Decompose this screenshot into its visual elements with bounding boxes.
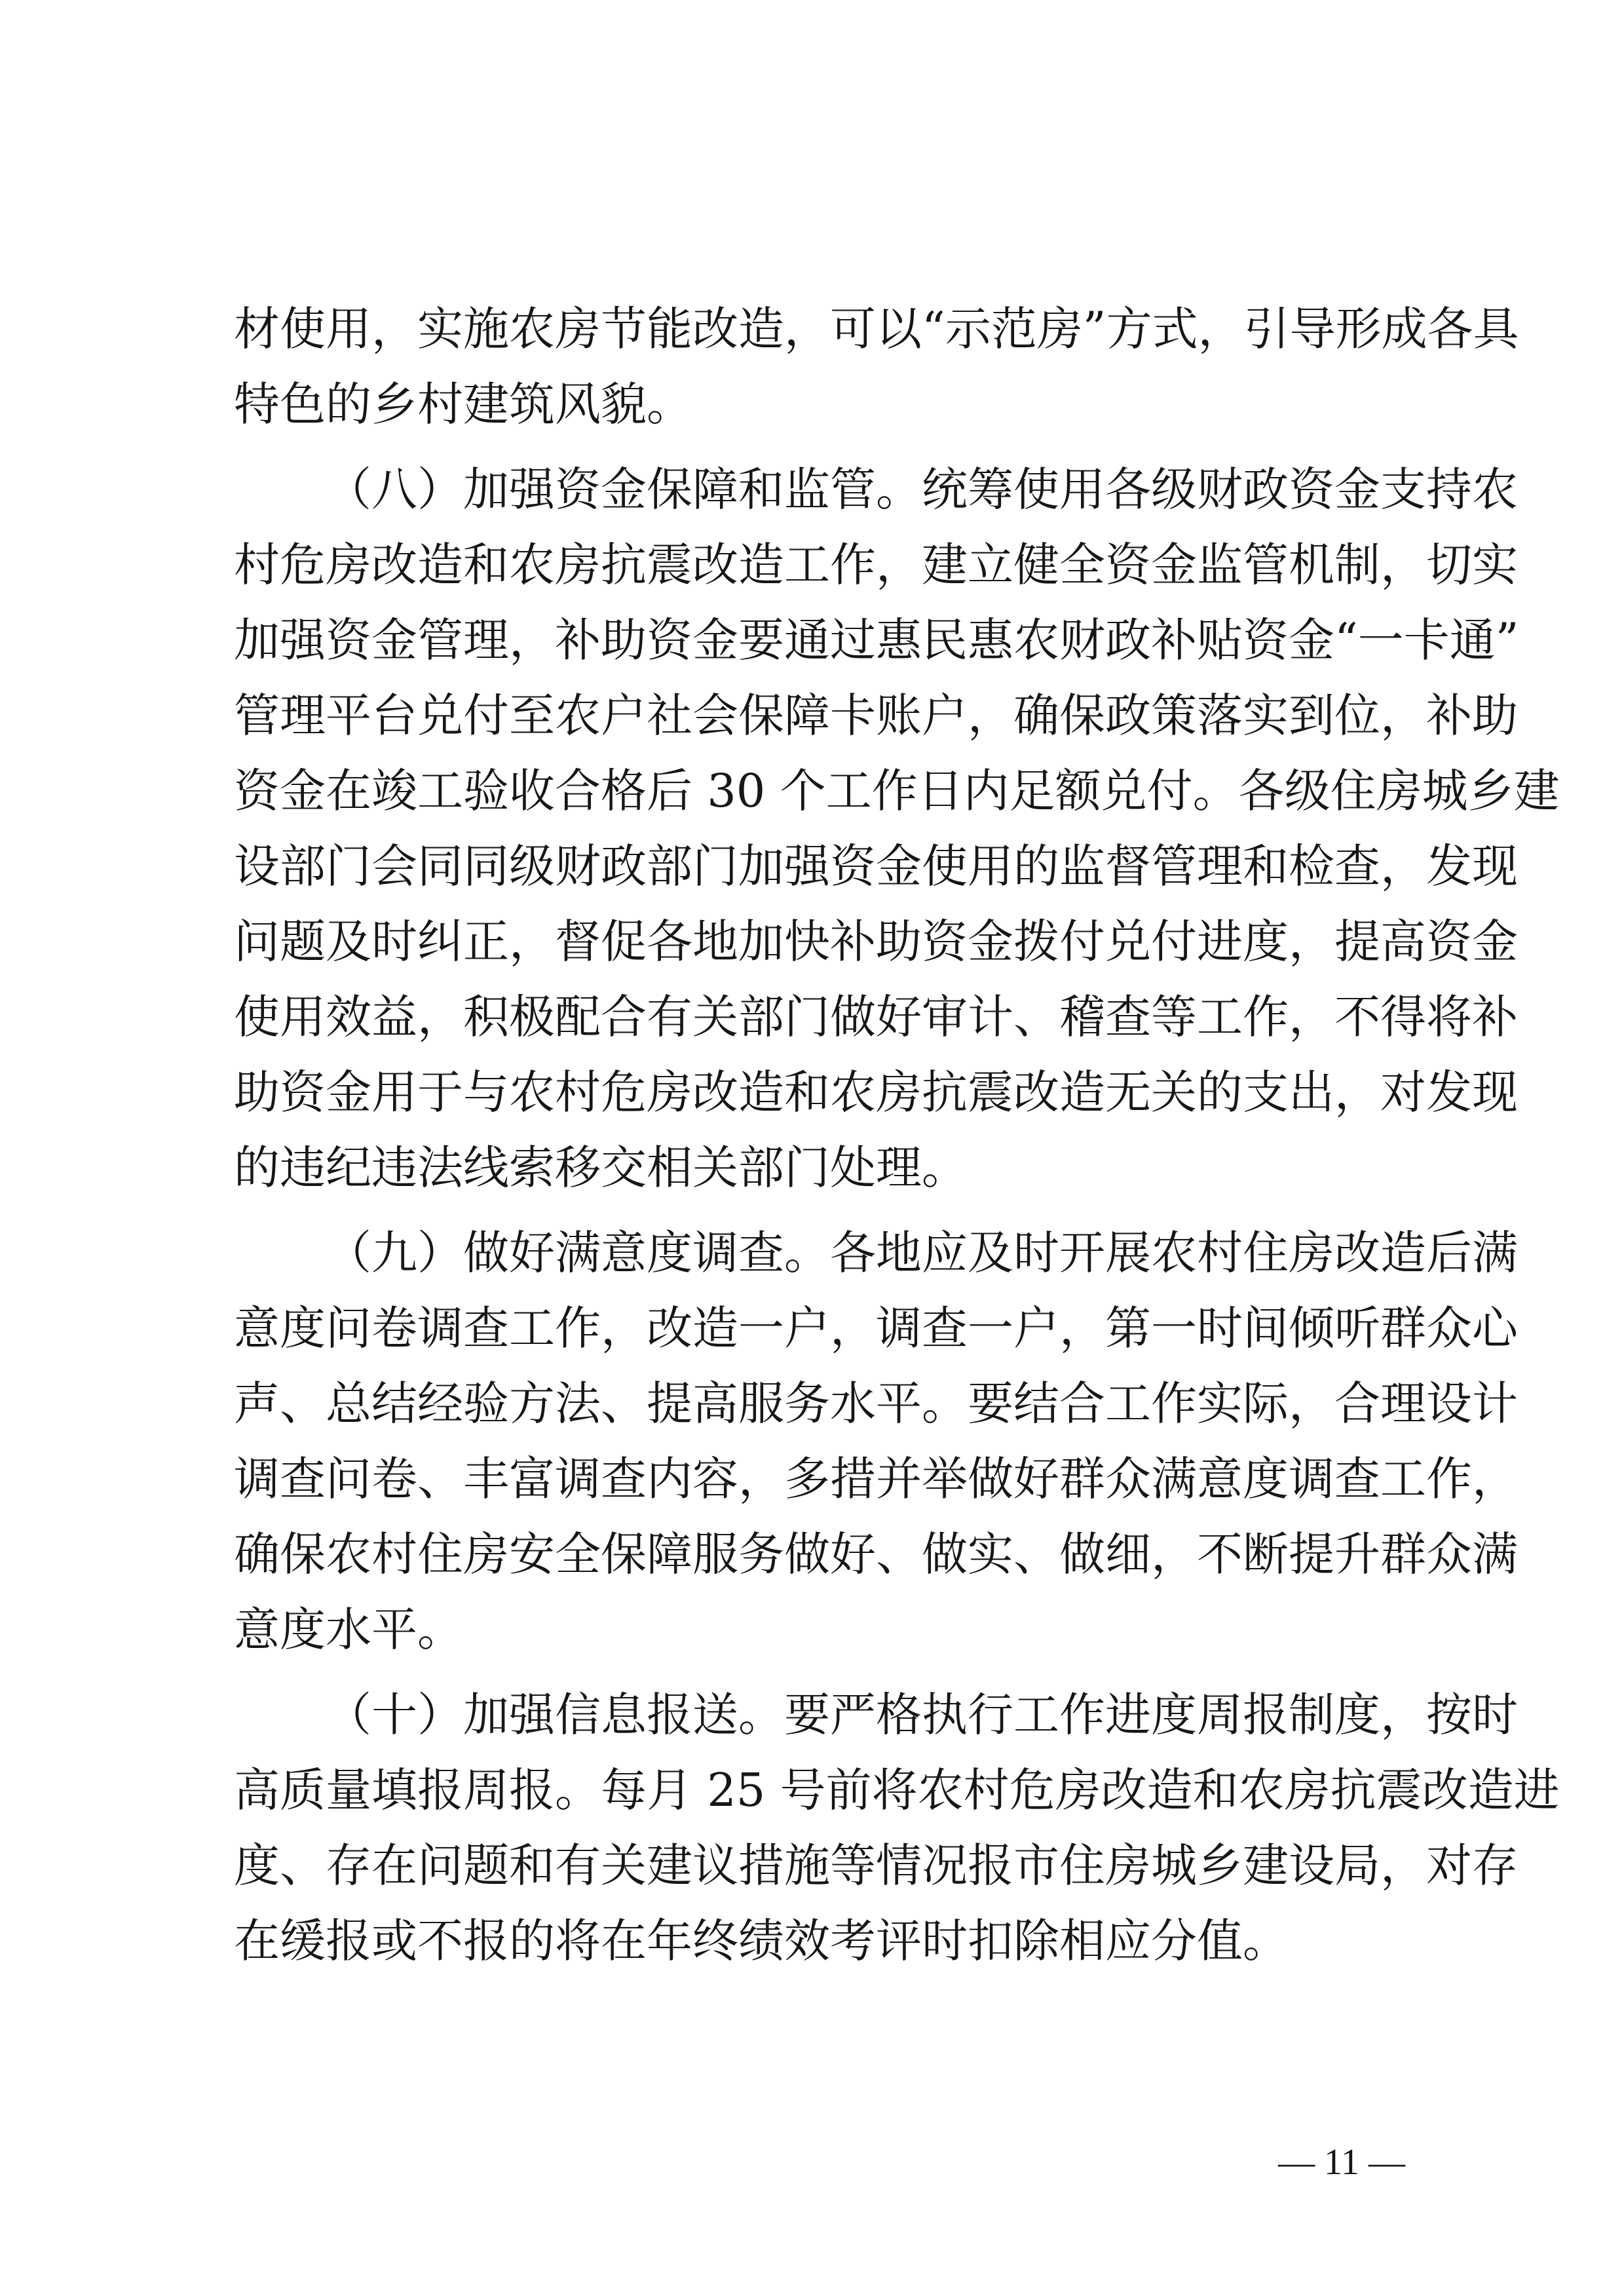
- text-line: 加强资金管理，补助资金要通过惠民惠农财政补贴资金“一卡通”: [234, 613, 1519, 667]
- text-line: 材使用，实施农房节能改造，可以“示范房”方式，引导形成各具: [234, 302, 1519, 356]
- text-line: 高质量填报周报。每月 25 号前将农村危房改造和农房抗震改造进: [234, 1763, 1560, 1817]
- text-line: 调查问卷、丰富调查内容，多措并举做好群众满意度调查工作，: [234, 1452, 1518, 1506]
- text-line: 村危房改造和农房抗震改造工作，建立健全资金监管机制，切实: [234, 538, 1518, 592]
- text-line: 在缓报或不报的将在年终绩效考评时扣除相应分值。: [234, 1914, 1289, 1968]
- text-line: 特色的乡村建筑风貌。: [234, 377, 692, 431]
- text-line: 声、总结经验方法、提高服务水平。要结合工作实际，合理设计: [234, 1377, 1518, 1430]
- text-line: 确保农村住房安全保障服务做好、做实、做细，不断提升群众满: [234, 1527, 1518, 1581]
- text-line: 意度水平。: [234, 1603, 463, 1656]
- section-heading-line: （八）加强资金保障和监管。统筹使用各级财政资金支持农: [326, 463, 1518, 516]
- body-text: [234, 292, 1560, 1979]
- text-line: 度、存在问题和有关建议措施等情况报市住房城乡建设局，对存: [234, 1839, 1518, 1892]
- text-line: 资金在竣工验收合格后 30 个工作日内足额兑付。各级住房城乡建: [234, 764, 1560, 818]
- text-line: 的违纪违法线索移交相关部门处理。: [234, 1141, 968, 1195]
- section-heading-line: （九）做好满意度调查。各地应及时开展农村住房改造后满: [326, 1226, 1518, 1280]
- text-line: 设部门会同同级财政部门加强资金使用的监督管理和检查，发现: [234, 839, 1518, 893]
- text-line: 管理平台兑付至农户社会保障卡账户，确保政策落实到位，补助: [234, 689, 1518, 742]
- page-number: — 11 —: [1278, 2142, 1405, 2183]
- text-line: 助资金用于与农村危房改造和农房抗震改造无关的支出，对发现: [234, 1065, 1518, 1119]
- text-line: 意度问卷调查工作，改造一户，调查一户，第一时间倾听群众心: [234, 1301, 1518, 1355]
- section-heading-line: （十）加强信息报送。要严格执行工作进度周报制度，按时: [326, 1688, 1518, 1742]
- text-line: 问题及时纠正，督促各地加快补助资金拨付兑付进度，提高资金: [234, 915, 1518, 968]
- text-line: 使用效益，积极配合有关部门做好审计、稽查等工作，不得将补: [234, 990, 1518, 1044]
